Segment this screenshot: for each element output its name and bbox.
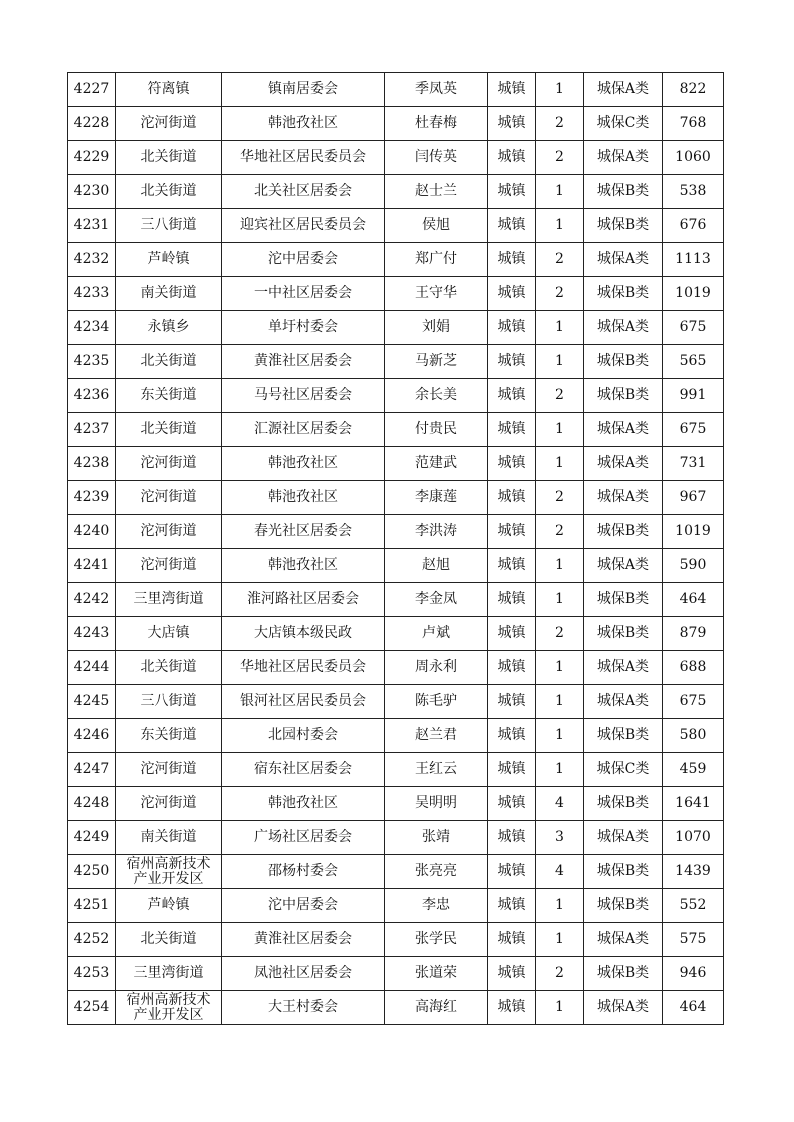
town-name [116, 855, 222, 889]
monthly-amount: 580 [663, 719, 724, 753]
household-count: 1 [536, 651, 584, 685]
household-count: 4 [536, 855, 584, 889]
monthly-amount: 991 [663, 379, 724, 413]
household-count: 1 [536, 175, 584, 209]
table-row [68, 583, 724, 617]
assistance-category: 城保A类 [584, 481, 663, 515]
monthly-amount: 676 [663, 209, 724, 243]
row-id: 4248 [68, 787, 116, 821]
table-row [68, 923, 724, 957]
monthly-amount: 538 [663, 175, 724, 209]
table-row [68, 685, 724, 719]
assistance-category: 城保B类 [584, 889, 663, 923]
table-row [68, 855, 724, 889]
area-type: 城镇 [488, 481, 536, 515]
community-name: 镇南居委会 [222, 73, 385, 107]
town-name: 沱河街道 [116, 515, 222, 549]
town-name: 三里湾街道 [116, 583, 222, 617]
household-count: 1 [536, 549, 584, 583]
assistance-category: 城保B类 [584, 719, 663, 753]
assistance-category: 城保B类 [584, 957, 663, 991]
monthly-amount: 675 [663, 413, 724, 447]
resident-name: 陈毛驴 [385, 685, 488, 719]
household-count: 1 [536, 447, 584, 481]
area-type: 城镇 [488, 923, 536, 957]
area-type: 城镇 [488, 685, 536, 719]
resident-name: 郑广付 [385, 243, 488, 277]
town-name: 三里湾街道 [116, 957, 222, 991]
assistance-roster-table [67, 72, 724, 1025]
community-name: 韩池孜社区 [222, 549, 385, 583]
household-count: 1 [536, 413, 584, 447]
community-name: 韩池孜社区 [222, 481, 385, 515]
household-count: 1 [536, 753, 584, 787]
area-type: 城镇 [488, 345, 536, 379]
community-name: 迎宾社区居民委员会 [222, 209, 385, 243]
area-type: 城镇 [488, 855, 536, 889]
area-type: 城镇 [488, 753, 536, 787]
resident-name: 赵士兰 [385, 175, 488, 209]
household-count: 3 [536, 821, 584, 855]
assistance-category: 城保B类 [584, 379, 663, 413]
household-count: 2 [536, 379, 584, 413]
town-name [116, 991, 222, 1025]
table-row [68, 277, 724, 311]
table-row [68, 481, 724, 515]
assistance-category: 城保B类 [584, 787, 663, 821]
row-id: 4254 [68, 991, 116, 1025]
community-name: 黄淮社区居委会 [222, 923, 385, 957]
row-id: 4231 [68, 209, 116, 243]
table-row [68, 345, 724, 379]
row-id: 4244 [68, 651, 116, 685]
household-count: 2 [536, 141, 584, 175]
table-row [68, 107, 724, 141]
town-name: 北关街道 [116, 141, 222, 175]
row-id: 4228 [68, 107, 116, 141]
row-id: 4239 [68, 481, 116, 515]
assistance-category: 城保C类 [584, 753, 663, 787]
town-name-line: 宿州高新技术 [126, 991, 211, 1008]
town-name: 北关街道 [116, 413, 222, 447]
community-name: 银河社区居民委员会 [222, 685, 385, 719]
resident-name: 赵兰君 [385, 719, 488, 753]
household-count: 1 [536, 311, 584, 345]
resident-name: 李忠 [385, 889, 488, 923]
household-count: 1 [536, 719, 584, 753]
town-name: 沱河街道 [116, 787, 222, 821]
table-row [68, 549, 724, 583]
town-name: 南关街道 [116, 821, 222, 855]
area-type: 城镇 [488, 447, 536, 481]
assistance-category: 城保A类 [584, 821, 663, 855]
row-id: 4236 [68, 379, 116, 413]
area-type: 城镇 [488, 889, 536, 923]
area-type: 城镇 [488, 379, 536, 413]
row-id: 4234 [68, 311, 116, 345]
resident-name: 刘娟 [385, 311, 488, 345]
area-type: 城镇 [488, 515, 536, 549]
town-name-line: 产业开发区 [133, 1006, 204, 1023]
monthly-amount: 879 [663, 617, 724, 651]
monthly-amount: 675 [663, 311, 724, 345]
town-name: 东关街道 [116, 379, 222, 413]
table-row [68, 753, 724, 787]
town-name: 北关街道 [116, 345, 222, 379]
area-type: 城镇 [488, 991, 536, 1025]
monthly-amount: 1641 [663, 787, 724, 821]
household-count: 2 [536, 957, 584, 991]
community-name: 马号社区居委会 [222, 379, 385, 413]
household-count: 2 [536, 243, 584, 277]
town-name: 北关街道 [116, 175, 222, 209]
town-name: 南关街道 [116, 277, 222, 311]
monthly-amount: 565 [663, 345, 724, 379]
resident-name: 周永利 [385, 651, 488, 685]
table-row [68, 141, 724, 175]
row-id: 4251 [68, 889, 116, 923]
area-type: 城镇 [488, 73, 536, 107]
monthly-amount: 464 [663, 991, 724, 1025]
assistance-category: 城保B类 [584, 855, 663, 889]
household-count: 1 [536, 889, 584, 923]
household-count: 2 [536, 617, 584, 651]
area-type: 城镇 [488, 141, 536, 175]
table-row [68, 821, 724, 855]
assistance-category: 城保A类 [584, 651, 663, 685]
community-name: 北关社区居委会 [222, 175, 385, 209]
town-name: 沱河街道 [116, 753, 222, 787]
community-name: 凤池社区居委会 [222, 957, 385, 991]
table-row [68, 209, 724, 243]
row-id: 4227 [68, 73, 116, 107]
row-id: 4240 [68, 515, 116, 549]
town-name: 永镇乡 [116, 311, 222, 345]
table-row [68, 617, 724, 651]
town-name-line: 宿州高新技术 [126, 855, 211, 872]
row-id: 4250 [68, 855, 116, 889]
monthly-amount: 731 [663, 447, 724, 481]
resident-name: 吴明明 [385, 787, 488, 821]
assistance-category: 城保A类 [584, 141, 663, 175]
monthly-amount: 688 [663, 651, 724, 685]
community-name: 淮河路社区居委会 [222, 583, 385, 617]
row-id: 4235 [68, 345, 116, 379]
row-id: 4245 [68, 685, 116, 719]
assistance-category: 城保B类 [584, 209, 663, 243]
monthly-amount: 946 [663, 957, 724, 991]
area-type: 城镇 [488, 311, 536, 345]
row-id: 4230 [68, 175, 116, 209]
monthly-amount: 967 [663, 481, 724, 515]
community-name: 大店镇本级民政 [222, 617, 385, 651]
monthly-amount: 675 [663, 685, 724, 719]
assistance-category: 城保B类 [584, 345, 663, 379]
row-id: 4249 [68, 821, 116, 855]
resident-name: 闫传英 [385, 141, 488, 175]
table-body [68, 73, 724, 1025]
community-name: 韩池孜社区 [222, 107, 385, 141]
resident-name: 马新芝 [385, 345, 488, 379]
area-type: 城镇 [488, 583, 536, 617]
community-name: 一中社区居委会 [222, 277, 385, 311]
monthly-amount: 1439 [663, 855, 724, 889]
area-type: 城镇 [488, 175, 536, 209]
resident-name: 李康莲 [385, 481, 488, 515]
resident-name: 杜春梅 [385, 107, 488, 141]
town-name: 芦岭镇 [116, 243, 222, 277]
resident-name: 付贵民 [385, 413, 488, 447]
table-row [68, 311, 724, 345]
community-name: 沱中居委会 [222, 889, 385, 923]
community-name: 华地社区居民委员会 [222, 141, 385, 175]
community-name: 邵杨村委会 [222, 855, 385, 889]
community-name: 韩池孜社区 [222, 447, 385, 481]
community-name: 北园村委会 [222, 719, 385, 753]
row-id: 4252 [68, 923, 116, 957]
monthly-amount: 459 [663, 753, 724, 787]
assistance-category: 城保A类 [584, 685, 663, 719]
community-name: 单圩村委会 [222, 311, 385, 345]
row-id: 4233 [68, 277, 116, 311]
table-row [68, 787, 724, 821]
area-type: 城镇 [488, 821, 536, 855]
resident-name: 张亮亮 [385, 855, 488, 889]
table-row [68, 515, 724, 549]
assistance-category: 城保B类 [584, 175, 663, 209]
row-id: 4243 [68, 617, 116, 651]
row-id: 4242 [68, 583, 116, 617]
household-count: 1 [536, 209, 584, 243]
town-name: 沱河街道 [116, 549, 222, 583]
town-name: 东关街道 [116, 719, 222, 753]
assistance-category: 城保A类 [584, 413, 663, 447]
assistance-category: 城保A类 [584, 549, 663, 583]
resident-name: 王守华 [385, 277, 488, 311]
assistance-category: 城保A类 [584, 73, 663, 107]
row-id: 4246 [68, 719, 116, 753]
assistance-category: 城保A类 [584, 243, 663, 277]
resident-name: 余长美 [385, 379, 488, 413]
row-id: 4247 [68, 753, 116, 787]
monthly-amount: 822 [663, 73, 724, 107]
table-row [68, 243, 724, 277]
monthly-amount: 1019 [663, 515, 724, 549]
area-type: 城镇 [488, 277, 536, 311]
town-name: 沱河街道 [116, 107, 222, 141]
assistance-category: 城保A类 [584, 447, 663, 481]
community-name: 韩池孜社区 [222, 787, 385, 821]
assistance-category: 城保A类 [584, 991, 663, 1025]
area-type: 城镇 [488, 413, 536, 447]
resident-name: 赵旭 [385, 549, 488, 583]
monthly-amount: 590 [663, 549, 724, 583]
town-name: 三八街道 [116, 209, 222, 243]
town-name: 符离镇 [116, 73, 222, 107]
area-type: 城镇 [488, 549, 536, 583]
table-row [68, 651, 724, 685]
resident-name: 张学民 [385, 923, 488, 957]
community-name: 华地社区居民委员会 [222, 651, 385, 685]
household-count: 1 [536, 73, 584, 107]
household-count: 2 [536, 481, 584, 515]
area-type: 城镇 [488, 787, 536, 821]
table-row [68, 889, 724, 923]
town-name: 大店镇 [116, 617, 222, 651]
assistance-category: 城保B类 [584, 617, 663, 651]
table-row [68, 957, 724, 991]
monthly-amount: 1019 [663, 277, 724, 311]
household-count: 1 [536, 685, 584, 719]
row-id: 4237 [68, 413, 116, 447]
town-name-line: 产业开发区 [133, 870, 204, 887]
assistance-category: 城保B类 [584, 277, 663, 311]
assistance-category: 城保C类 [584, 107, 663, 141]
table-row [68, 447, 724, 481]
monthly-amount: 768 [663, 107, 724, 141]
table-row [68, 719, 724, 753]
assistance-category: 城保B类 [584, 583, 663, 617]
monthly-amount: 552 [663, 889, 724, 923]
table-row [68, 175, 724, 209]
monthly-amount: 1060 [663, 141, 724, 175]
monthly-amount: 1070 [663, 821, 724, 855]
table-row [68, 991, 724, 1025]
assistance-category: 城保A类 [584, 923, 663, 957]
community-name: 春光社区居委会 [222, 515, 385, 549]
household-count: 1 [536, 345, 584, 379]
row-id: 4232 [68, 243, 116, 277]
resident-name: 王红云 [385, 753, 488, 787]
community-name: 广场社区居委会 [222, 821, 385, 855]
household-count: 2 [536, 107, 584, 141]
town-name: 北关街道 [116, 923, 222, 957]
community-name: 沱中居委会 [222, 243, 385, 277]
community-name: 汇源社区居委会 [222, 413, 385, 447]
resident-name: 季凤英 [385, 73, 488, 107]
area-type: 城镇 [488, 957, 536, 991]
household-count: 1 [536, 583, 584, 617]
resident-name: 李金凤 [385, 583, 488, 617]
resident-name: 张靖 [385, 821, 488, 855]
row-id: 4229 [68, 141, 116, 175]
area-type: 城镇 [488, 243, 536, 277]
community-name: 宿东社区居委会 [222, 753, 385, 787]
household-count: 2 [536, 515, 584, 549]
assistance-category: 城保A类 [584, 311, 663, 345]
resident-name: 张道荣 [385, 957, 488, 991]
community-name: 大王村委会 [222, 991, 385, 1025]
town-name: 沱河街道 [116, 447, 222, 481]
resident-name: 侯旭 [385, 209, 488, 243]
monthly-amount: 1113 [663, 243, 724, 277]
community-name: 黄淮社区居委会 [222, 345, 385, 379]
assistance-category: 城保B类 [584, 515, 663, 549]
monthly-amount: 575 [663, 923, 724, 957]
household-count: 1 [536, 923, 584, 957]
town-name: 北关街道 [116, 651, 222, 685]
town-name: 芦岭镇 [116, 889, 222, 923]
area-type: 城镇 [488, 651, 536, 685]
town-name: 沱河街道 [116, 481, 222, 515]
resident-name: 李洪涛 [385, 515, 488, 549]
monthly-amount: 464 [663, 583, 724, 617]
area-type: 城镇 [488, 107, 536, 141]
table-row [68, 379, 724, 413]
resident-name: 范建武 [385, 447, 488, 481]
town-name: 三八街道 [116, 685, 222, 719]
household-count: 2 [536, 277, 584, 311]
area-type: 城镇 [488, 617, 536, 651]
household-count: 4 [536, 787, 584, 821]
household-count: 1 [536, 991, 584, 1025]
area-type: 城镇 [488, 719, 536, 753]
resident-name: 卢斌 [385, 617, 488, 651]
resident-name: 高海红 [385, 991, 488, 1025]
table-row [68, 73, 724, 107]
table-row [68, 413, 724, 447]
area-type: 城镇 [488, 209, 536, 243]
row-id: 4238 [68, 447, 116, 481]
row-id: 4253 [68, 957, 116, 991]
row-id: 4241 [68, 549, 116, 583]
